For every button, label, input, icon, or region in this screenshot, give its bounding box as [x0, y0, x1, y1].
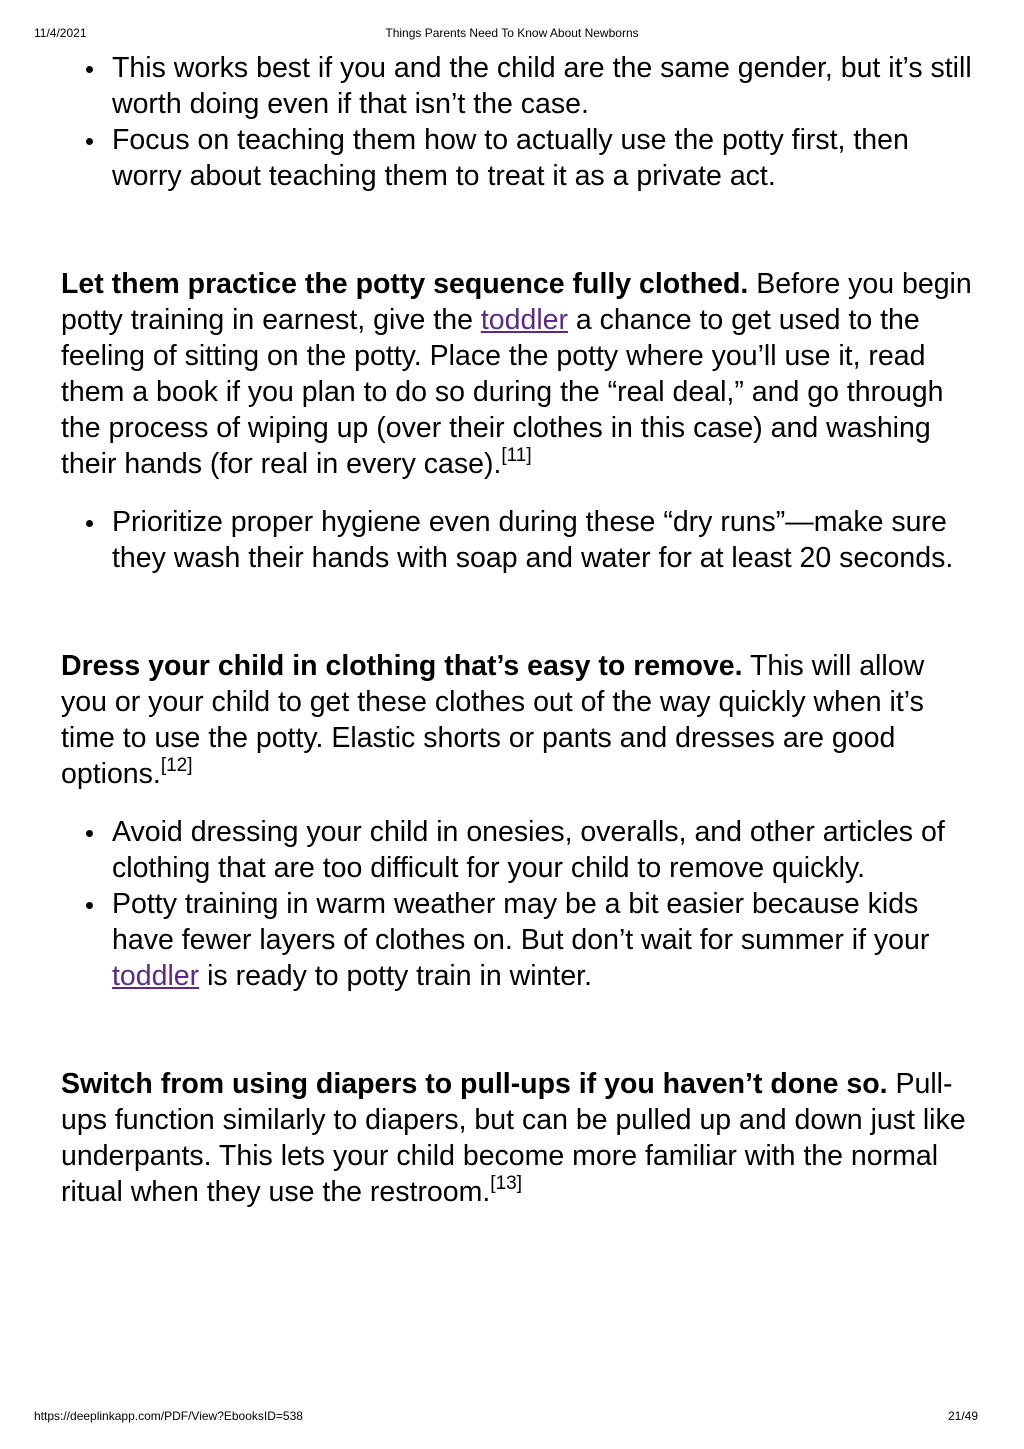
reference-marker: [13] — [490, 1173, 522, 1194]
list-item: Avoid dressing your child in onesies, overalls, and other articles of clothing that are too difficult for your child to remove quickly. — [112, 814, 976, 886]
paragraph-text: a chance to get used to the feeling of sitting on the potty. Place the potty where you’ll use it, read them a book if you plan to do so during the “real deal,” and go through the process of wiping up (over their clothes in this case) and washing their hands (for real in every case). — [61, 304, 944, 480]
section-heading: Let them practice the potty sequence fully clothed. — [61, 268, 749, 300]
paragraph-text: This will allow you or your child to get these clothes out of the way quickly when it’s time to use the potty. Elastic shorts or pants and dresses are good options. — [61, 650, 925, 790]
reference-marker: [11] — [501, 445, 532, 466]
document-title: Things Parents Need To Know About Newborns — [385, 26, 639, 40]
toddler-link[interactable]: toddler — [112, 960, 200, 992]
page-number: 21/49 — [947, 1409, 978, 1423]
bullet-list-dress — [61, 814, 976, 994]
section-paragraph-dress — [61, 648, 976, 792]
reference-marker: [12] — [160, 755, 193, 776]
paragraph-text: Before you begin potty training in earnest, give the — [61, 268, 972, 336]
paragraph-text: Pull-ups function similarly to diapers, but can be pulled up and down just like underpants. This lets your child become more familiar with the normal ritual when they use the restroom. — [61, 1068, 966, 1208]
list-item — [112, 886, 976, 994]
bullet-list-top — [61, 50, 976, 194]
article-content — [61, 50, 976, 1210]
page-url: https://deeplinkapp.com/PDF/View?EbooksID=538 — [34, 1409, 303, 1423]
print-date: 11/4/2021 — [34, 26, 87, 40]
list-item: This works best if you and the child are the same gender, but it’s still worth doing even if that isn’t the case. — [112, 50, 976, 122]
list-item: Prioritize proper hygiene even during these “dry runs”—make sure they wash their hands with soap and water for at least 20 seconds. — [112, 504, 976, 576]
toddler-link[interactable]: toddler — [480, 304, 568, 336]
section-heading: Dress your child in clothing that’s easy to remove. — [61, 650, 743, 682]
list-item-text: is ready to potty train in winter. — [199, 960, 593, 992]
section-paragraph-pullups — [61, 1066, 976, 1210]
list-item-text: Potty training in warm weather may be a bit easier because kids have fewer layers of clothes on. But don’t wait for summer if your — [112, 888, 930, 956]
bullet-list-practice — [61, 504, 976, 576]
section-heading: Switch from using diapers to pull-ups if you haven’t done so. — [61, 1068, 888, 1100]
section-paragraph-practice — [61, 266, 976, 482]
list-item: Focus on teaching them how to actually use the potty first, then worry about teaching them to treat it as a private act. — [112, 122, 976, 194]
